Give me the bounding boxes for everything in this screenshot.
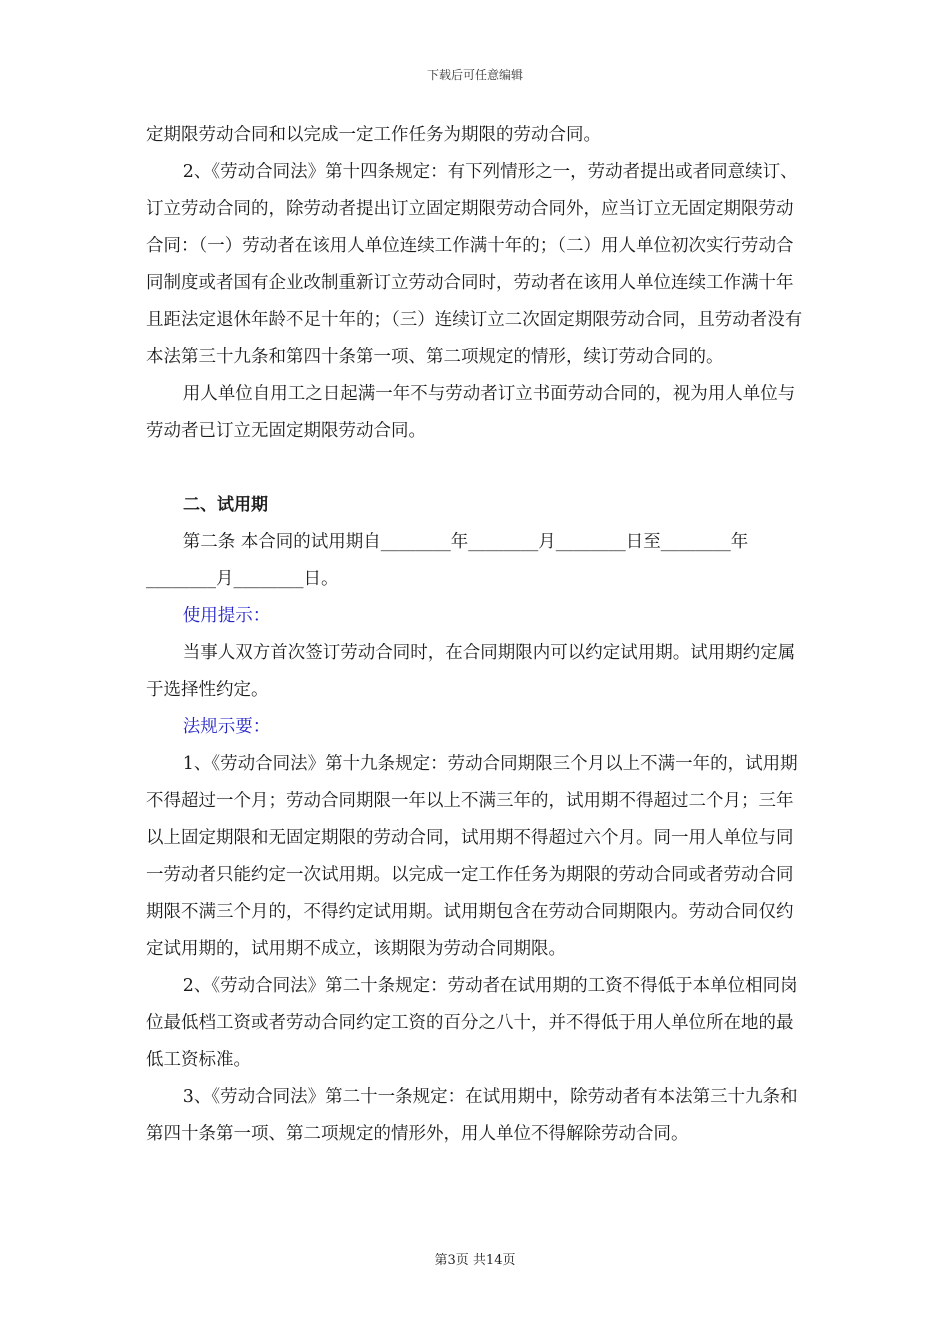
paragraph-continuation: 定期限劳动合同和以完成一定工作任务为期限的劳动合同。 [146, 125, 601, 145]
paragraph-article-14: 2、《劳动合同法》第十四条规定：有下列情形之一，劳动者提出或者同意续订、订立劳动合同的，除劳动者提出订立固定期限劳动合同外，应当订立无固定期限劳动合同：（一）劳动者在该用人单位连续工作满十年的；（二）用人单位初次实行劳动合同制度或者国有企业改制重新订立劳动合同时，劳动者在该用人单位连续工作满十年且距法定退休年龄不足十年的；（三）连续订立二次固定期限劳动合同，且劳动者没有本法第三十九条和第四十条第一项、第二项规定的情形，续订劳动合同的。 [146, 162, 803, 367]
page-header: 下载后可任意编辑 [426, 68, 523, 82]
paragraph-unsigned-contract: 用人单位自用工之日起满一年不与劳动者订立书面劳动合同的，视为用人单位与劳动者已订立无固定期限劳动合同。 [146, 384, 796, 441]
usage-tip-label: 使用提示： [182, 606, 271, 626]
law-item-1: 1、《劳动合同法》第十九条规定：劳动合同期限三个月以上不满一年的，试用期不得超过一个月；劳动合同期限一年以上不满三年的，试用期不得超过二个月；三年以上固定期限和无固定期限的劳动合同，试用期不得超过六个月。同一用人单位与同一劳动者只能约定一次试用期。以完成一定工作任务为期限的劳动合同或者劳动合同期限不满三个月的，不得约定试用期。试用期包含在劳动合同期限内。劳动合同仅约定试用期的，试用期不成立，该期限为劳动合同期限。 [146, 754, 798, 959]
article-2-clause: 第二条 本合同的试用期自________年________月________日至________年________月________日。 [146, 532, 749, 589]
usage-tip-text: 当事人双方首次签订劳动合同时，在合同期限内可以约定试用期。试用期约定属于选择性约定。 [146, 643, 796, 700]
page-footer: 第3页 共14页 [434, 1253, 516, 1268]
section-heading-probation: 二、试用期 [183, 495, 268, 515]
law-item-3: 3、《劳动合同法》第二十一条规定：在试用期中，除劳动者有本法第三十九条和第四十条第一项、第二项规定的情形外，用人单位不得解除劳动合同。 [146, 1087, 798, 1144]
document-body [146, 117, 806, 1153]
law-summary-label: 法规示要： [182, 717, 271, 737]
law-item-2: 2、《劳动合同法》第二十条规定：劳动者在试用期的工资不得低于本单位相同岗位最低档工资或者劳动合同约定工资的百分之八十，并不得低于用人单位所在地的最低工资标准。 [146, 976, 798, 1070]
spacer [146, 450, 806, 487]
